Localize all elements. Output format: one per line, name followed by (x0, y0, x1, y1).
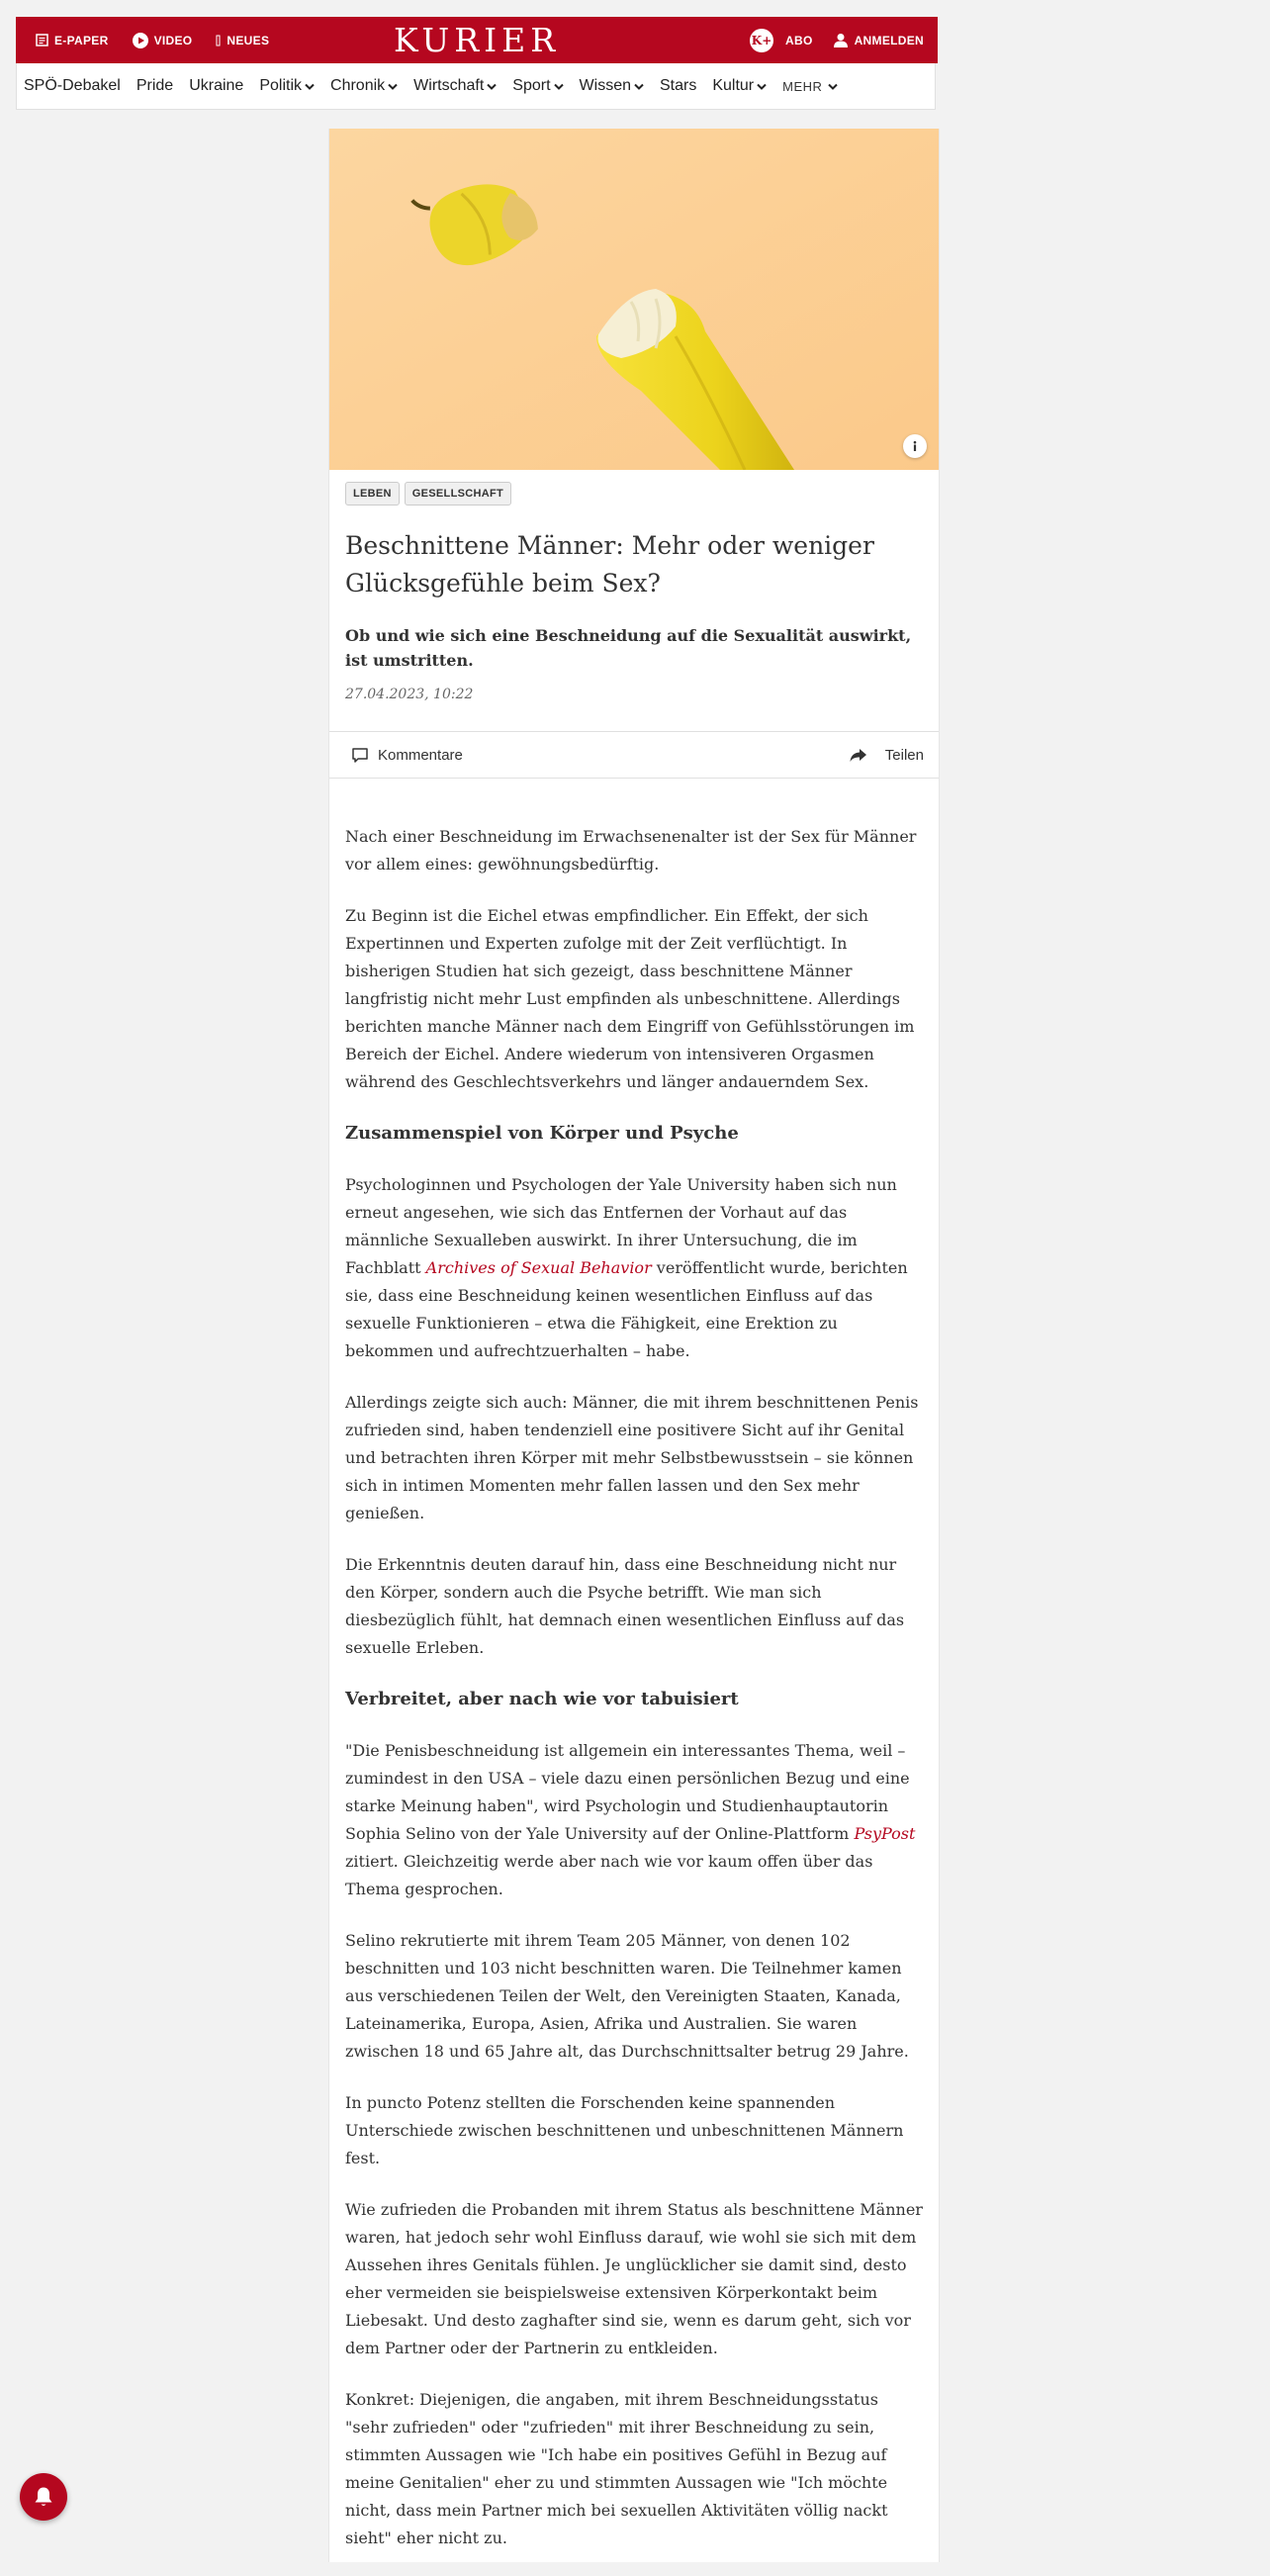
chevron-down-icon (634, 83, 644, 90)
nav-item-label: Pride (136, 77, 174, 94)
play-icon (133, 33, 148, 48)
nav-item-politik[interactable] (259, 77, 315, 95)
nav-item-label: SPÖ-Debakel (24, 77, 121, 94)
chevron-down-icon (757, 83, 767, 90)
kplus-badge[interactable]: K+ (750, 29, 773, 52)
nav-item-label: Chronik (330, 77, 386, 94)
article-date: 27.04.2023, 10:22 (345, 687, 474, 702)
nav-item-pride[interactable] (136, 77, 173, 95)
paragraph: Die Erkenntnis deuten darauf hin, dass eine Beschneidung nicht nur den Körper, sondern auch die Psyche betrifft. Wie man sich diesbezüglich fühlt, hat demnach einen wesentlichen Einfluss auf das sexuelle Erleben. (345, 1555, 905, 1657)
login-link[interactable] (833, 33, 924, 48)
news-icon (216, 35, 221, 46)
share-button[interactable] (850, 732, 924, 778)
article-card (328, 129, 940, 2562)
paragraph (345, 1171, 925, 1365)
archives-link[interactable]: Archives of Sexual Behavior (425, 1258, 652, 1277)
tag-list (345, 482, 511, 506)
paragraph: Konkret: Diejenigen, die angaben, mit ihrem Beschneidungsstatus "sehr zufrieden" oder "zufrieden" mit ihrer Beschneidung zu sein, stimmten Aussagen wie "Ich habe ein positives Gefühl in Bezug auf meine Genitalien" eher zu und stimmten Aussagen wie "Ich möchte nicht, dass mein Partner mich bei sexuellen Aktivitäten völlig nackt sieht" eher nicht zu. (345, 2390, 888, 2547)
paragraph: Selino rekrutierte mit ihrem Team 205 Männer, von denen 102 beschnitten und 103 nicht beschnitten waren. Die Teilnehmer kamen aus verschiedenen Teilen der Welt, den Vereinigten Staaten, Kanada, Lateinamerika, Europa, Asien, Afrika und Australien. Sie waren zwischen 18 und 65 Jahre alt, das Durchschnittsalter betrug 29 Jahre. (345, 1931, 909, 2061)
epaper-link[interactable] (36, 34, 109, 47)
chevron-down-icon (828, 83, 838, 90)
nav-item-label: Kultur (712, 77, 755, 94)
paragraph-text: "Die Penisbeschneidung ist allgemein ein interessantes Thema, weil – zumindest in den USA – viele dazu einen persönlichen Bezug und eine starke Meinung haben", wird Psychologin und Studienhauptautorin Sophia Selino von der Yale University auf der Online-Plattform (345, 1741, 910, 1843)
top-bar-left (36, 17, 269, 63)
paragraph: Wie zufrieden die Probanden mit ihrem Status als beschnittene Männer waren, hat jedoch sehr wohl Einfluss darauf, wie wohl sie sich mit dem Aussehen ihres Genitals fühlen. Je unglücklicher sie damit sind, desto eher vermeiden sie beispielsweise extensiven Körperkontakt beim Liebesakt. Und desto zaghafter sind sie, wenn es darum geht, sich vor dem Partner oder der Partnerin zu entkleiden. (345, 2200, 923, 2357)
subheading: Zusammenspiel von Körper und Psyche (345, 1123, 739, 1144)
nav-item-label: Stars (659, 77, 697, 94)
top-bar-right (750, 17, 924, 63)
nav-item-wirtschaft[interactable] (413, 77, 497, 95)
nav-item-spoe-debakel[interactable] (24, 77, 121, 95)
chevron-down-icon (487, 83, 497, 90)
kurier-logo: KURIER (393, 21, 561, 59)
news-link[interactable] (216, 34, 269, 47)
psypost-link[interactable]: PsyPost (854, 1824, 916, 1843)
article-action-bar (329, 731, 939, 779)
nav-item-ukraine[interactable] (189, 77, 243, 95)
nav-item-label: Politik (259, 77, 303, 94)
paragraph: Allerdings zeigte sich auch: Männer, die mit ihrem beschnittenen Penis zufrieden sind, haben tendenziell eine positivere Sicht auf ihr Genital und betrachten ihren Körper mit mehr Selbstbewusstsein – sie können sich in intimen Momenten mehr fallen lassen und den Sex mehr genießen. (345, 1393, 919, 1522)
abo-label: ABO (785, 33, 813, 47)
share-label: Teilen (884, 746, 924, 764)
video-link[interactable] (133, 33, 193, 48)
nav-item-label: Sport (512, 77, 551, 94)
article-lead: Ob und wie sich eine Beschneidung auf die Sexualität auswirkt, ist umstritten. (345, 626, 912, 670)
subheading: Verbreitet, aber nach wie vor tabuisiert (345, 1689, 739, 1709)
image-info-button[interactable] (903, 434, 927, 458)
chevron-down-icon (554, 83, 564, 90)
paragraph: Zu Beginn ist die Eichel etwas empfindlicher. Ein Effekt, der sich Expertinnen und Experten zufolge mit der Zeit verflüchtigt. In bisherigen Studien hat sich gezeigt, dass beschnittene Männer langfristig nicht mehr Lust empfinden als unbeschnittene. Allerdings berichten manche Männer nach dem Eingriff von Gefühlsstörungen im Bereich der Eichel. Andere wiederum von intensiveren Orgasmen während des Geschlechtsverkehrs und länger andauerndem Sex. (345, 906, 915, 1091)
nav-item-chronik[interactable] (330, 77, 398, 95)
nav-item-wissen[interactable] (580, 77, 644, 95)
bell-icon (34, 2486, 53, 2508)
comments-button[interactable] (352, 732, 463, 778)
share-icon (850, 748, 867, 763)
comment-icon (352, 748, 368, 763)
article-headline: Beschnittene Männer: Mehr oder weniger Glücksgefühle beim Sex? (345, 531, 874, 598)
paragraph: Nach einer Beschneidung im Erwachsenenalter ist der Sex für Männer vor allem eines: gewöhnungsbedürftig. (345, 827, 917, 874)
nav-item-sport[interactable] (512, 77, 563, 95)
banana-illustration (329, 129, 939, 470)
paragraph (345, 1737, 925, 1903)
main-nav (16, 63, 936, 110)
info-icon (909, 440, 921, 452)
nav-item-label: Wirtschaft (413, 77, 485, 94)
chevron-down-icon (305, 83, 315, 90)
top-bar (16, 17, 938, 63)
user-icon (833, 33, 849, 48)
tag-gesellschaft[interactable]: GESELLSCHAFT (405, 482, 511, 506)
tag-leben[interactable]: LEBEN (345, 482, 400, 506)
nav-item-stars[interactable] (660, 77, 696, 95)
paragraph-text: Psychologinnen und Psychologen der Yale University haben sich nun erneut angesehen, wie sich das Entfernen der Vorhaut auf das männliche Sexualleben auswirkt. In ihrer Untersuchung, die im Fachblatt (345, 1175, 897, 1277)
nav-item-label: Ukraine (189, 77, 244, 94)
nav-item-label: Wissen (579, 77, 631, 94)
nav-item-kultur[interactable] (712, 77, 767, 95)
comments-label: Kommentare (378, 746, 463, 764)
nav-more-label: MEHR (782, 78, 823, 94)
login-label: ANMELDEN (854, 33, 924, 47)
notification-bell-button[interactable] (20, 2473, 67, 2521)
chevron-down-icon (388, 83, 398, 90)
epaper-label: E-PAPER (54, 33, 109, 47)
paragraph-text: veröffentlicht wurde, berichten sie, dass eine Beschneidung keinen wesentlichen Einfluss auf das sexuelle Funktionieren – etwa die Fähigkeit, eine Erektion zu bekommen und aufrechtzuerhalten – habe. (345, 1258, 908, 1360)
paragraph: In puncto Potenz stellten die Forschenden keine spannenden Unterschiede zwischen beschnittenen und unbeschnittenen Männern fest. (345, 2093, 904, 2167)
article-body (345, 823, 925, 2576)
news-label: NEUES (227, 33, 270, 47)
nav-more[interactable] (782, 79, 838, 94)
video-label: VIDEO (153, 33, 193, 47)
paragraph-text: zitiert. Gleichzeitig werde aber nach wie vor kaum offen über das Thema gesprochen. (345, 1852, 873, 1898)
abo-link[interactable] (785, 34, 813, 47)
hero-image (329, 129, 939, 470)
newspaper-icon (36, 34, 48, 46)
